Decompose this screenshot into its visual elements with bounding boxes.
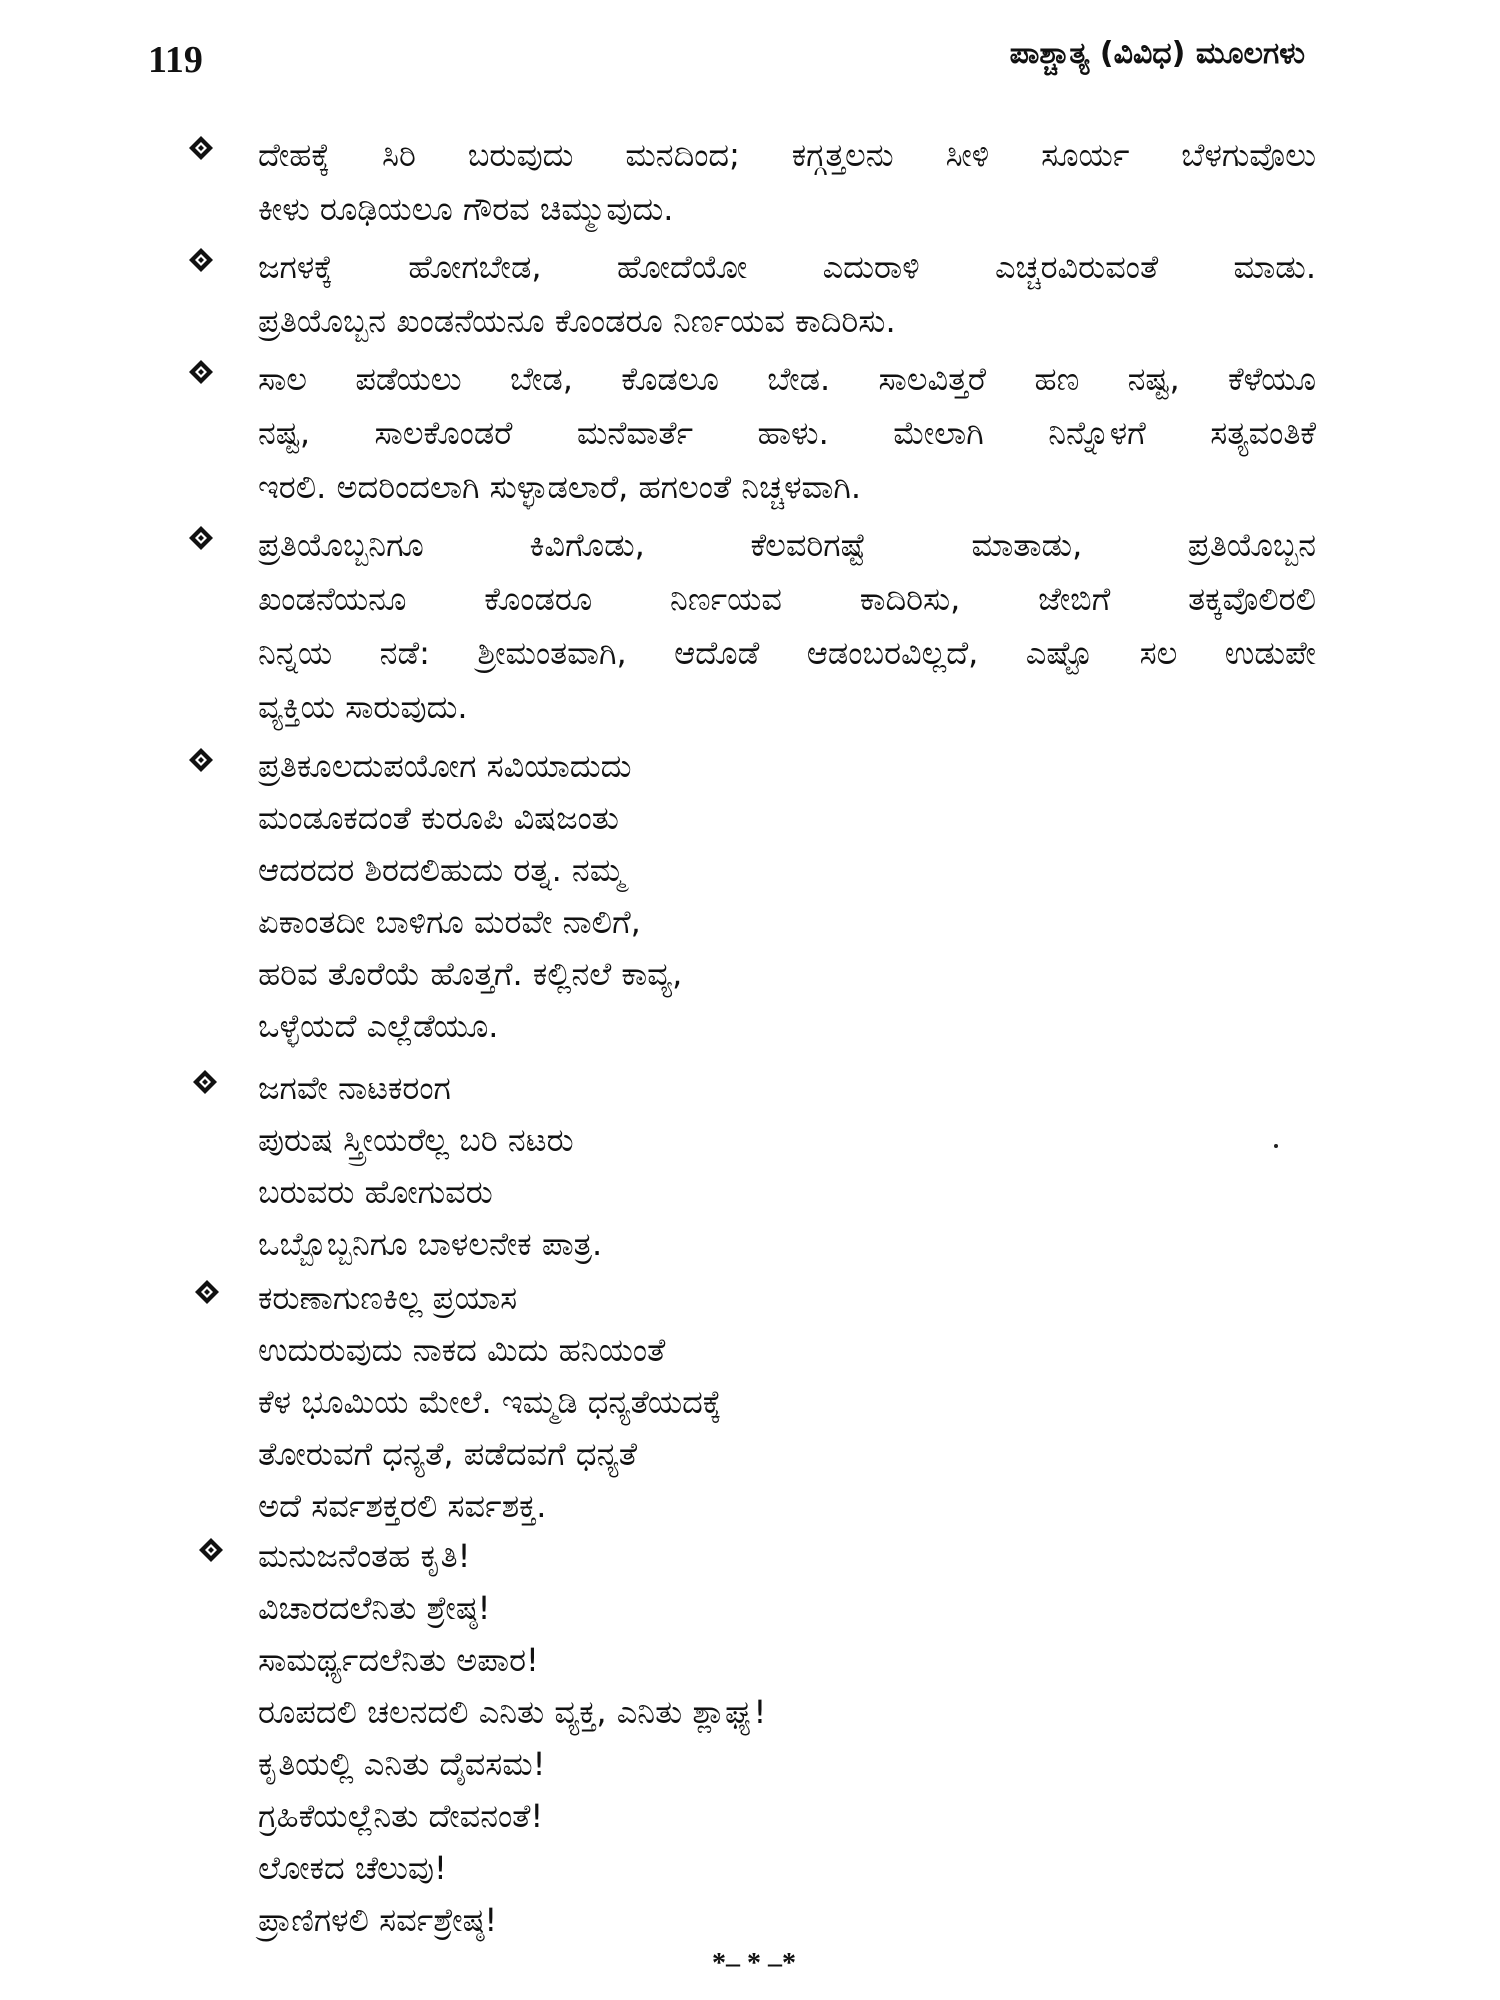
stanza-line: ಪುರುಷ ಸ್ತ್ರೀಯರೆಲ್ಲ ಬರಿ ನಟರು: [258, 1121, 574, 1159]
stanza-line: ಖಂಡನೆಯನೂ ಕೊಂಡರೂ ನಿರ್ಣಯವ ಕಾದಿರಿಸು, ಜೇಬಿಗೆ ತಕ್ಕವೊಲಿರಲಿ: [258, 580, 1316, 618]
stanza-line: ರೂಪದಲಿ ಚಲನದಲಿ ಎನಿತು ವ್ಯಕ್ತ, ಎನಿತು ಶ್ಲಾಘ್ಯ!: [258, 1693, 767, 1731]
diamond-bullet-icon: [192, 1069, 218, 1095]
stanza-line: ತೋರುವಗೆ ಧನ್ಯತೆ, ಪಡೆದವಗೆ ಧನ್ಯತೆ: [258, 1435, 638, 1473]
diamond-bullet-icon: [188, 247, 214, 273]
running-header: ಪಾಶ್ಚಾತ್ಯ (ವಿವಿಧ) ಮೂಲಗಳು: [1009, 36, 1305, 71]
stanza-line: ಅದೆ ಸರ್ವಶಕ್ತರಲಿ ಸರ್ವಶಕ್ತ.: [258, 1487, 547, 1525]
diamond-bullet-icon: [188, 747, 214, 773]
stanza-line: ಏಕಾಂತದೀ ಬಾಳಿಗೂ ಮರವೇ ನಾಲಿಗೆ,: [258, 903, 641, 941]
stanza-line: ಬರುವರು ಹೋಗುವರು: [258, 1173, 493, 1211]
stanza-line: ಪ್ರಾಣಿಗಳಲಿ ಸರ್ವಶ್ರೇಷ್ಠ!: [258, 1901, 498, 1939]
stanza-line: ಪ್ರತಿಕೂಲದುಪಯೋಗ ಸವಿಯಾದುದು: [258, 747, 632, 785]
stanza-line: ಪ್ರತಿಯೊಬ್ಬನಿಗೂ ಕಿವಿಗೊಡು, ಕೆಲವರಿಗಷ್ಟೆ ಮಾತಾಡು, ಪ್ರತಿಯೊಬ್ಬನ: [258, 526, 1316, 564]
stanza-line: ವಿಚಾರದಲೆನಿತು ಶ್ರೇಷ್ಠ!: [258, 1589, 491, 1627]
stanza-line: ಜಗವೇ ನಾಟಕರಂಗ: [258, 1069, 451, 1107]
stanza-line: ಜಗಳಕ್ಕೆ ಹೋಗಬೇಡ, ಹೋದೆಯೋ ಎದುರಾಳಿ ಎಚ್ಚರವಿರುವಂತೆ ಮಾಡು.: [258, 248, 1316, 286]
stanza-line: ಮನುಜನೆಂತಹ ಕೃತಿ!: [258, 1537, 471, 1575]
stanza-line: ಒಳ್ಳೆಯದೆ ಎಲ್ಲೆಡೆಯೂ.: [258, 1007, 499, 1045]
stanza-line: ಸಾಲ ಪಡೆಯಲು ಬೇಡ, ಕೊಡಲೂ ಬೇಡ. ಸಾಲವಿತ್ತರೆ ಹಣ ನಷ್ಟ, ಕೆಳೆಯೂ: [258, 360, 1316, 398]
stanza-line: ನಿನ್ನಯ ನಡೆ: ಶ್ರೀಮಂತವಾಗಿ, ಆದೊಡೆ ಆಡಂಬರವಿಲ್ಲದೆ, ಎಷ್ಟೊ ಸಲ ಉಡುಪೇ: [258, 634, 1316, 672]
stanza-line: ಇರಲಿ. ಅದರಿಂದಲಾಗಿ ಸುಳ್ಳಾಡಲಾರೆ, ಹಗಲಂತೆ ನಿಚ್ಚಳವಾಗಿ.: [258, 468, 862, 506]
scan-speck: [1274, 1144, 1278, 1148]
stanza-line: ಸಾಮರ್ಥ್ಯದಲೆನಿತು ಅಪಾರ!: [258, 1641, 539, 1679]
page-number: 119: [148, 39, 203, 81]
stanza-line: ಒಬ್ಬೊಬ್ಬನಿಗೂ ಬಾಳಲನೇಕ ಪಾತ್ರ.: [258, 1225, 603, 1263]
stanza-line: ಪ್ರತಿಯೊಬ್ಬನ ಖಂಡನೆಯನೂ ಕೊಂಡರೂ ನಿರ್ಣಯವ ಕಾದಿರಿಸು.: [258, 302, 896, 340]
diamond-bullet-icon: [194, 1279, 220, 1305]
stanza-line: ಉದುರುವುದು ನಾಕದ ಮಿದು ಹನಿಯಂತೆ: [258, 1331, 666, 1369]
diamond-bullet-icon: [188, 135, 214, 161]
stanza-line: ಗ್ರಹಿಕೆಯಲ್ಲೆನಿತು ದೇವನಂತೆ!: [258, 1797, 544, 1835]
stanza-line: ಆದರದರ ಶಿರದಲಿಹುದು ರತ್ನ. ನಮ್ಮ: [258, 851, 625, 889]
stanza-line: ಮಂಡೂಕದಂತೆ ಕುರೂಪಿ ವಿಷಜಂತು: [258, 799, 619, 837]
stanza-line: ಕೆಳ ಭೂಮಿಯ ಮೇಲೆ. ಇಮ್ಮಡಿ ಧನ್ಯತೆಯದಕ್ಕೆ: [258, 1383, 722, 1421]
stanza-line: ಕೀಳು ರೂಢಿಯಲೂ ಗೌರವ ಚಿಮ್ಮುವುದು.: [258, 190, 674, 228]
diamond-bullet-icon: [188, 525, 214, 551]
stanza-line: ಕೃತಿಯಲ್ಲಿ ಎನಿತು ದೈವಸಮ!: [258, 1745, 546, 1783]
end-ornament: *– * –*: [712, 1948, 796, 1979]
stanza-line: ಲೋಕದ ಚೆಲುವು!: [258, 1849, 447, 1887]
stanza-line: ಕರುಣಾಗುಣಕಿಲ್ಲ ಪ್ರಯಾಸ: [258, 1279, 518, 1317]
stanza-line: ದೇಹಕ್ಕೆ ಸಿರಿ ಬರುವುದು ಮನದಿಂದ; ಕಗ್ಗತ್ತಲನು ಸೀಳಿ ಸೂರ್ಯ ಬೆಳಗುವೊಲು: [258, 136, 1316, 174]
diamond-bullet-icon: [188, 359, 214, 385]
diamond-bullet-icon: [198, 1537, 224, 1563]
stanza-line: ಹರಿವ ತೊರೆಯೆ ಹೊತ್ತಗೆ. ಕಲ್ಲಿನಲೆ ಕಾವ್ಯ,: [258, 955, 683, 993]
stanza-line: ನಷ್ಟ, ಸಾಲಕೊಂಡರೆ ಮನೆವಾರ್ತೆ ಹಾಳು. ಮೇಲಾಗಿ ನಿನ್ನೊಳಗೆ ಸತ್ಯವಂತಿಕೆ: [258, 414, 1316, 452]
stanza-line: ವ್ಯಕ್ತಿಯ ಸಾರುವುದು.: [258, 688, 468, 726]
